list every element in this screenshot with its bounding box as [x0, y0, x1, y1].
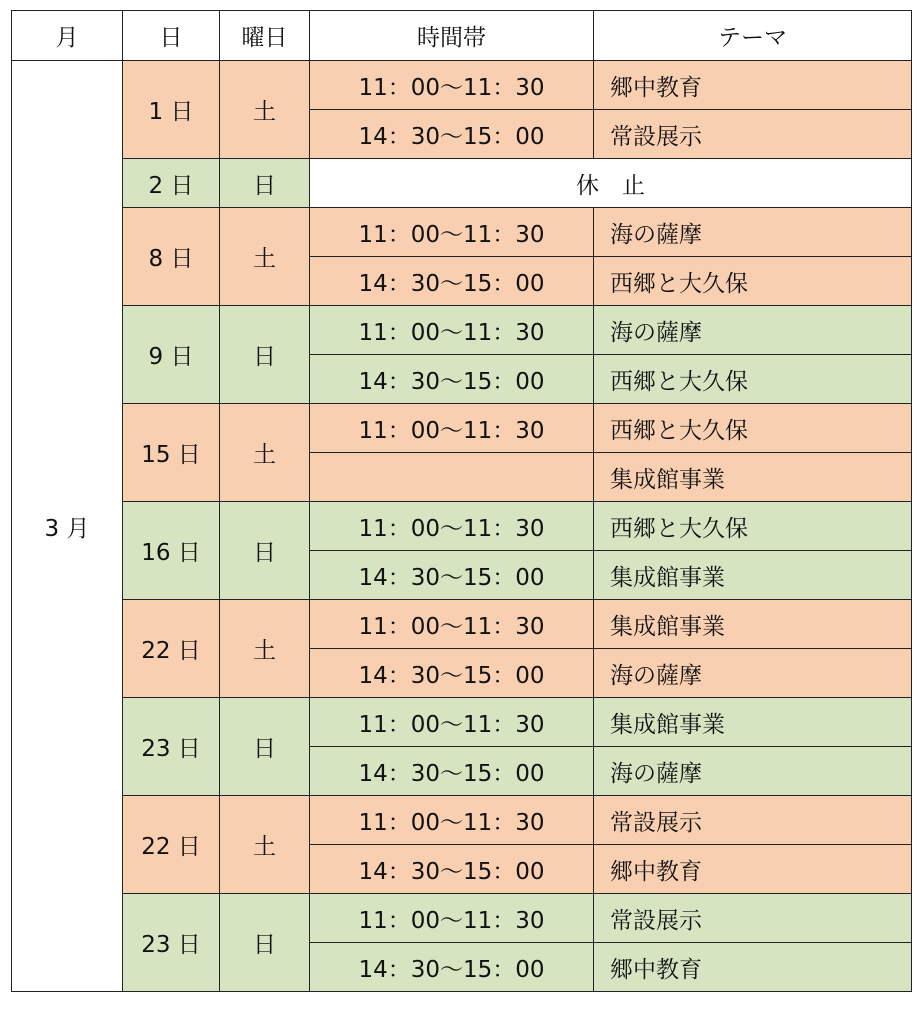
time-slot-cell: 14：30〜15：00 [310, 257, 594, 306]
time-slot-cell: 11：00〜11：30 [310, 600, 594, 649]
time-slot-cell: 14：30〜15：00 [310, 845, 594, 894]
month-header: 月 [12, 11, 123, 61]
theme-cell: 西郷と大久保 [594, 404, 912, 453]
time-slot-cell: 11：00〜11：30 [310, 698, 594, 747]
theme-cell: 常設展示 [594, 894, 912, 943]
time-slot-cell [310, 453, 594, 502]
theme-cell: 海の薩摩 [594, 747, 912, 796]
table-row [12, 894, 912, 943]
time-slot-cell: 11：00〜11：30 [310, 208, 594, 257]
theme-cell: 郷中教育 [594, 61, 912, 110]
theme-cell: 海の薩摩 [594, 208, 912, 257]
theme-cell: 常設展示 [594, 110, 912, 159]
table-row [12, 61, 912, 110]
day-cell: 8 日 [123, 208, 220, 306]
weekday-cell: 土 [220, 796, 310, 894]
theme-cell: 西郷と大久保 [594, 257, 912, 306]
theme-cell: 集成館事業 [594, 453, 912, 502]
header-row [12, 11, 912, 61]
theme-header: テーマ [594, 11, 912, 61]
table-row [12, 600, 912, 649]
time-slot-cell: 11：00〜11：30 [310, 61, 594, 110]
day-cell: 15 日 [123, 404, 220, 502]
day-cell: 16 日 [123, 502, 220, 600]
time-slot-cell: 14：30〜15：00 [310, 355, 594, 404]
day-cell: 9 日 [123, 306, 220, 404]
month-cell: 3 月 [12, 61, 123, 992]
time-slot-cell: 14：30〜15：00 [310, 747, 594, 796]
table-row [12, 796, 912, 845]
table-row [12, 159, 912, 208]
day-cell: 1 日 [123, 61, 220, 159]
table-row [12, 404, 912, 453]
theme-cell: 集成館事業 [594, 600, 912, 649]
theme-cell: 郷中教育 [594, 845, 912, 894]
time-slot-cell: 14：30〜15：00 [310, 551, 594, 600]
weekday-cell: 土 [220, 208, 310, 306]
day-cell: 23 日 [123, 894, 220, 992]
weekday-cell: 土 [220, 404, 310, 502]
time-slot-cell: 11：00〜11：30 [310, 796, 594, 845]
weekday-cell: 日 [220, 306, 310, 404]
time-slot-cell: 14：30〜15：00 [310, 110, 594, 159]
time-slot-cell: 11：00〜11：30 [310, 404, 594, 453]
schedule-body [12, 61, 912, 992]
schedule-table [11, 10, 912, 992]
theme-cell: 西郷と大久保 [594, 502, 912, 551]
theme-cell: 集成館事業 [594, 698, 912, 747]
weekday-cell: 土 [220, 61, 310, 159]
day-cell: 22 日 [123, 600, 220, 698]
time-slot-cell: 11：00〜11：30 [310, 502, 594, 551]
time-slot-cell: 14：30〜15：00 [310, 649, 594, 698]
weekday-cell: 日 [220, 159, 310, 208]
time-slot-cell: 11：00〜11：30 [310, 894, 594, 943]
weekday-cell: 日 [220, 698, 310, 796]
weekday-cell: 土 [220, 600, 310, 698]
theme-cell: 海の薩摩 [594, 306, 912, 355]
table-row [12, 208, 912, 257]
table-row [12, 306, 912, 355]
time-slot-header: 時間帯 [310, 11, 594, 61]
day-header: 日 [123, 11, 220, 61]
theme-cell: 海の薩摩 [594, 649, 912, 698]
theme-cell: 集成館事業 [594, 551, 912, 600]
weekday-cell: 日 [220, 502, 310, 600]
theme-cell: 常設展示 [594, 796, 912, 845]
table-row [12, 502, 912, 551]
time-slot-cell: 11：00〜11：30 [310, 306, 594, 355]
time-slot-cell: 14：30〜15：00 [310, 943, 594, 992]
day-cell: 23 日 [123, 698, 220, 796]
day-cell: 2 日 [123, 159, 220, 208]
weekday-header: 曜日 [220, 11, 310, 61]
closed-cell: 休 止 [310, 159, 912, 208]
theme-cell: 西郷と大久保 [594, 355, 912, 404]
theme-cell: 郷中教育 [594, 943, 912, 992]
weekday-cell: 日 [220, 894, 310, 992]
table-row [12, 698, 912, 747]
day-cell: 22 日 [123, 796, 220, 894]
